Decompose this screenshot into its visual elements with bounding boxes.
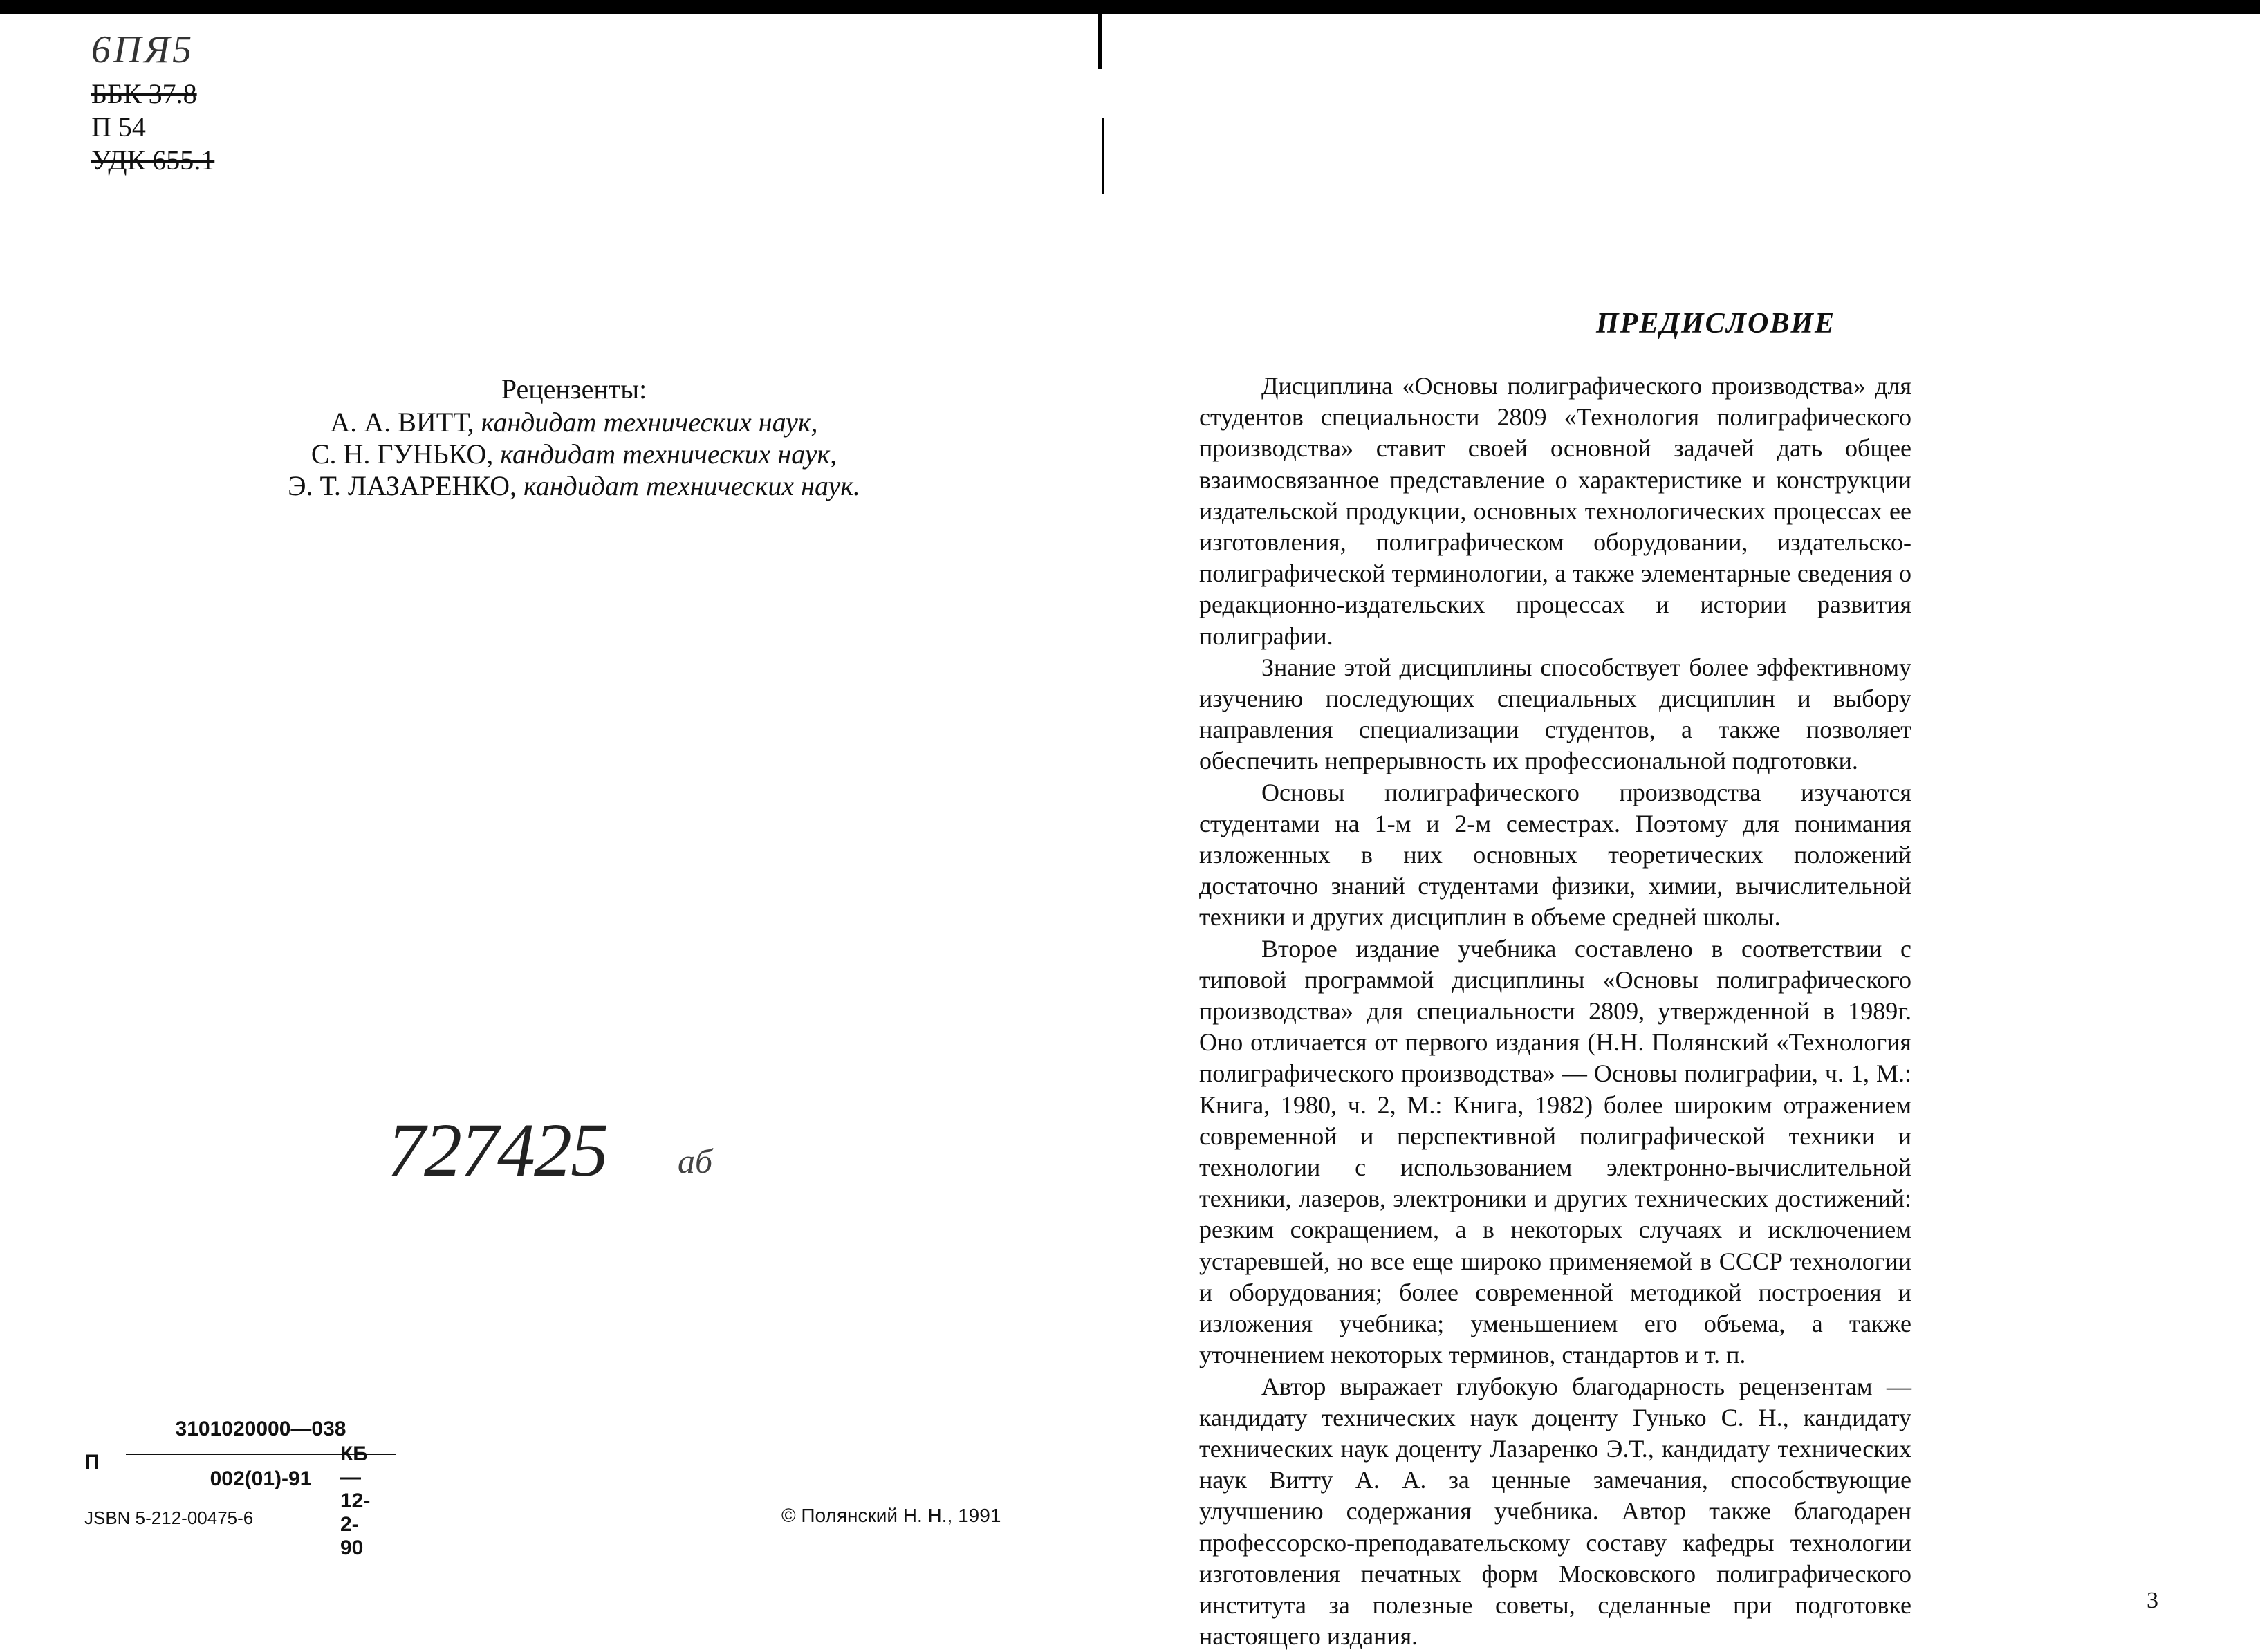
reviewer-line xyxy=(194,407,954,438)
code-denominator: 002(01)-91 xyxy=(126,1467,396,1491)
isbn: JSBN 5-212-00475-6 xyxy=(84,1507,253,1529)
right-page xyxy=(1130,0,2260,1650)
index-code: П 54 xyxy=(91,111,146,143)
inventory-number: 727425 xyxy=(387,1106,607,1194)
reviewer-name: С. Н. ГУНЬКО, xyxy=(311,438,493,470)
reviewers-title: Рецензенты: xyxy=(194,373,954,405)
copyright: © Полянский Н. Н., 1991 xyxy=(781,1505,1001,1527)
reviewers-block xyxy=(194,373,954,502)
udk-code: УДК 655.1 xyxy=(91,144,214,176)
code-letter: П xyxy=(84,1451,100,1474)
preface-body xyxy=(1199,371,1911,1652)
reviewer-degree: кандидат технических наук. xyxy=(524,470,860,501)
inventory-suffix: аб xyxy=(678,1141,712,1181)
code-kb: КБ—12-2-90 xyxy=(340,1442,370,1560)
paragraph: Автор выражает глубокую благодарность рецензентам — кандидату технических наук доценту Гунько С. Н., кандидату технических наук доценту Лазаренко Э.Т., кандидату технических наук Витту А. А. за ценные замечания, способствующие улучшению содержания учебника. Автор также благодарен профессорско-преподавательскому составу кафедры технологии изготовления печатных форм Московского полиграфического института за полезные советы, сделанные при подготовке настоящего издания. xyxy=(1199,1371,1911,1652)
handwritten-mark: 6ПЯ5 xyxy=(91,28,194,72)
code-numerator: 3101020000—038 xyxy=(126,1418,396,1441)
reviewer-name: А. А. ВИТТ, xyxy=(330,407,474,438)
page-title: ПРЕДИСЛОВИЕ xyxy=(1130,307,2260,340)
reviewer-name: Э. Т. ЛАЗАРЕНКО, xyxy=(288,470,517,501)
paragraph: Дисциплина «Основы полиграфического производства» для студентов специальности 2809 «Технология полиграфического производства» ставит своей основной задачей дать общее взаимосвязанное представление о характеристике и конструкции издательской продукции, основных технологических процессах ее изготовления, полиграфическом оборудовании, издательско-полиграфической терминологии, а также элементарные сведения о редакционно-издательских процессах и истории развития полиграфии. xyxy=(1199,371,1911,652)
paragraph: Основы полиграфического производства изучаются студентами на 1-м и 2-м семестрах. Поэтому для понимания изложенных в них основных теоретических положений достаточно знаний студентами физики, химии, вычислительной техники и других дисциплин в объеме средней школы. xyxy=(1199,777,1911,934)
paragraph: Знание этой дисциплины способствует более эффективному изучению последующих специальных дисциплин и выбору направления специализации студентов, а также позволяет обеспечить непрерывность их профессиональной подготовки. xyxy=(1199,652,1911,777)
reviewer-line xyxy=(194,470,954,502)
page-number: 3 xyxy=(2147,1588,2158,1614)
bbk-code: ББК 37.8 xyxy=(91,77,197,110)
left-page xyxy=(0,0,1130,1650)
reviewer-degree: кандидат технических наук, xyxy=(500,438,837,470)
reviewer-degree: кандидат технических наук, xyxy=(481,407,818,438)
paragraph: Второе издание учебника составлено в соответствии с типовой программой дисциплины «Основы полиграфического производства» для специальности 2809, утвержденной в 1989г. Оно отличается от первого издания (Н.Н. Полянский «Технология полиграфического производства» — Основы полиграфии, ч. 1, М.: Книга, 1980, ч. 2, М.: Книга, 1982) более широким отражением современной и перспективной полиграфической техники и технологии с использованием электронно-вычислительной техники, лазеров, электроники и других технических достижений: резким сокращением, а в некоторых случаях и исключением устаревшей, но все еще широко применяемой в СССР технологии и оборудования; более современной методикой построения и изложения учебника; уменьшением его объема, а также уточнением некоторых терминов, стандартов и т. п. xyxy=(1199,934,1911,1371)
reviewer-line xyxy=(194,438,954,470)
